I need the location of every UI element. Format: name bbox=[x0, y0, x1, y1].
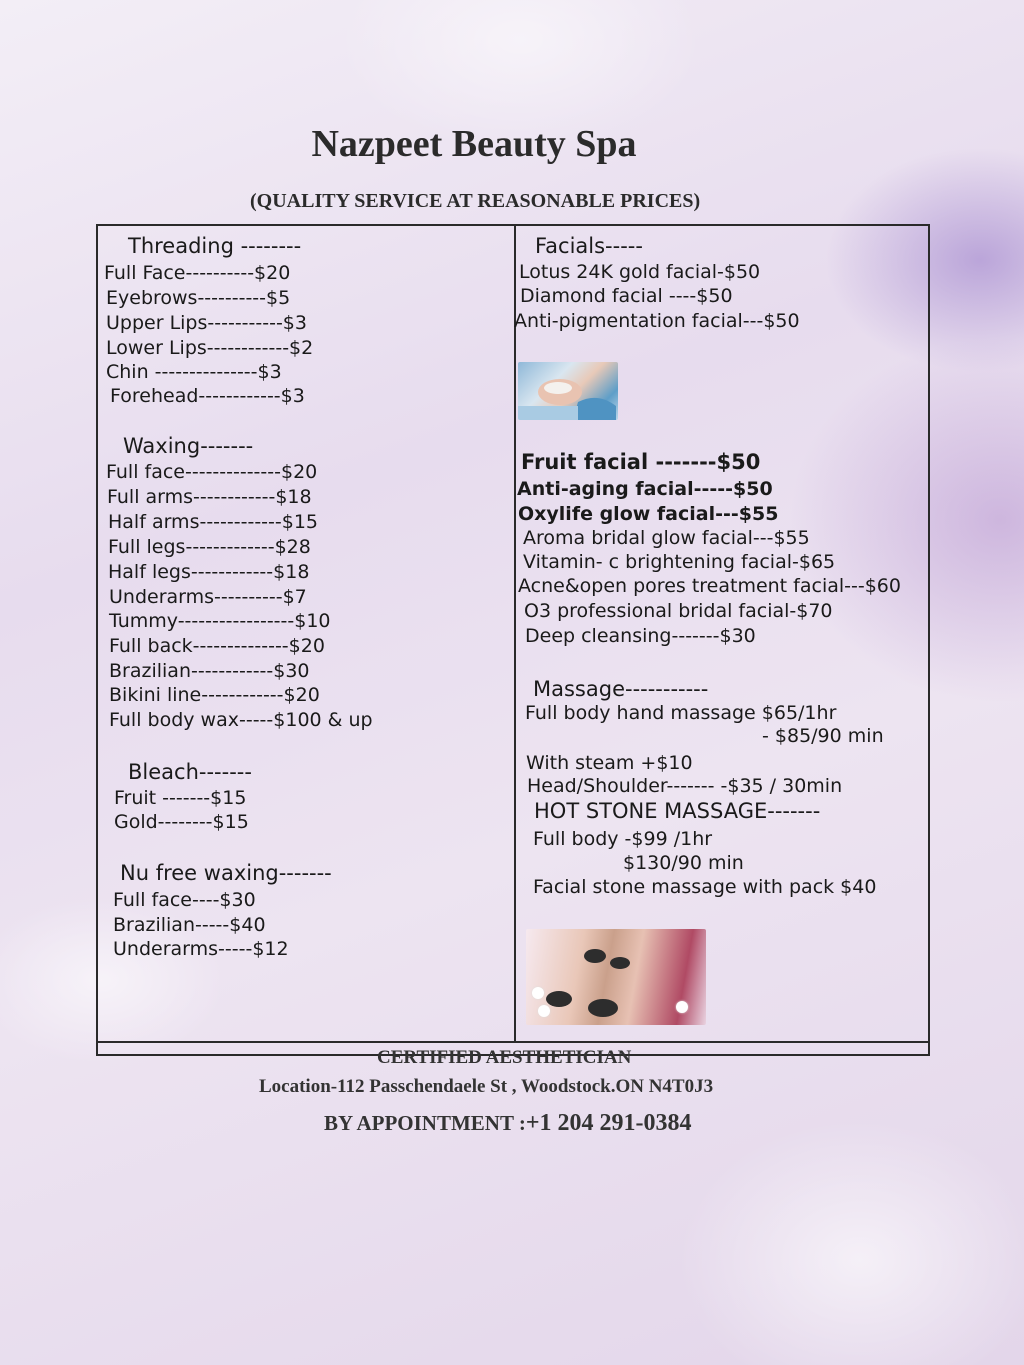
threading-item: Lower Lips------------$2 bbox=[106, 337, 314, 359]
facial-bold-item: Fruit facial -------$50 bbox=[521, 450, 761, 474]
location-text: Location-112 Passchendaele St , Woodstock.ON N4T0J3 bbox=[259, 1076, 714, 1097]
waxing-item: Full back--------------$20 bbox=[109, 635, 325, 657]
waxing-item: Full legs-------------$28 bbox=[108, 536, 311, 558]
waxing-item: Half arms------------$15 bbox=[108, 511, 319, 533]
waxing-item: Tummy-----------------$10 bbox=[109, 610, 331, 632]
nufree-item: Underarms-----$12 bbox=[113, 938, 289, 960]
certified-label: CERTIFIED AESTHETICIAN bbox=[377, 1047, 632, 1068]
bleach-item: Gold--------$15 bbox=[114, 811, 249, 833]
massage-item: Full body hand massage $65/1hr bbox=[525, 702, 837, 724]
waxing-item: Underarms----------$7 bbox=[109, 586, 307, 608]
threading-item: Chin ---------------$3 bbox=[106, 361, 282, 383]
spa-subtitle: (QUALITY SERVICE AT REASONABLE PRICES) bbox=[250, 190, 701, 212]
facial-item: Diamond facial ----$50 bbox=[520, 285, 733, 307]
waxing-item: Full face--------------$20 bbox=[106, 461, 318, 483]
threading-heading: Threading -------- bbox=[128, 234, 302, 258]
column-divider bbox=[514, 226, 516, 1042]
appointment-label: BY APPOINTMENT : bbox=[324, 1111, 526, 1135]
hot-stone-heading: HOT STONE MASSAGE------- bbox=[534, 799, 821, 823]
waxing-item: Full body wax-----$100 & up bbox=[109, 709, 373, 731]
bleach-item: Fruit -------$15 bbox=[114, 787, 247, 809]
massage-item: With steam +$10 bbox=[526, 752, 693, 774]
box-bottom-line bbox=[96, 1041, 930, 1043]
facial-bold-item: Anti-aging facial-----$50 bbox=[517, 478, 773, 500]
threading-item: Eyebrows----------$5 bbox=[106, 287, 291, 309]
massage-item: Head/Shoulder------- -$35 / 30min bbox=[527, 775, 843, 797]
threading-item: Forehead------------$3 bbox=[110, 385, 305, 407]
phone-number: +1 204 291-0384 bbox=[525, 1110, 692, 1136]
massage-item: - $85/90 min bbox=[762, 725, 884, 747]
spa-title: Nazpeet Beauty Spa bbox=[311, 123, 637, 165]
facial-bold-item: Oxylife glow facial---$55 bbox=[518, 503, 779, 525]
facial-item: Lotus 24K gold facial-$50 bbox=[519, 261, 761, 283]
threading-item: Upper Lips-----------$3 bbox=[106, 312, 307, 334]
facial-item: Vitamin- c brightening facial-$65 bbox=[523, 551, 836, 573]
waxing-item: Half legs------------$18 bbox=[108, 561, 310, 583]
waxing-item: Full arms------------$18 bbox=[107, 486, 312, 508]
nufree-item: Brazilian-----$40 bbox=[113, 914, 266, 936]
massage-item: Full body -$99 /1hr bbox=[533, 828, 713, 850]
facial-item: Deep cleansing-------$30 bbox=[525, 625, 756, 647]
massage-item: Facial stone massage with pack $40 bbox=[533, 876, 877, 898]
facial-item: Aroma bridal glow facial---$55 bbox=[523, 527, 810, 549]
hot-stone-photo bbox=[526, 929, 706, 1025]
facial-item: O3 professional bridal facial-$70 bbox=[524, 600, 833, 622]
facial-photo bbox=[518, 362, 618, 420]
facials-heading: Facials----- bbox=[535, 234, 643, 258]
waxing-heading: Waxing------- bbox=[123, 434, 254, 458]
facial-item: Anti-pigmentation facial---$50 bbox=[514, 310, 800, 332]
nufree-heading: Nu free waxing------- bbox=[120, 861, 332, 885]
waxing-item: Brazilian------------$30 bbox=[109, 660, 310, 682]
massage-item: $130/90 min bbox=[623, 852, 744, 874]
threading-item: Full Face----------$20 bbox=[104, 262, 291, 284]
nufree-item: Full face----$30 bbox=[113, 889, 256, 911]
appointment-line bbox=[324, 1110, 692, 1137]
bleach-heading: Bleach------- bbox=[128, 760, 252, 784]
waxing-item: Bikini line------------$20 bbox=[109, 684, 320, 706]
massage-heading: Massage----------- bbox=[533, 677, 709, 701]
facial-item: Acne&open pores treatment facial---$60 bbox=[518, 575, 901, 597]
